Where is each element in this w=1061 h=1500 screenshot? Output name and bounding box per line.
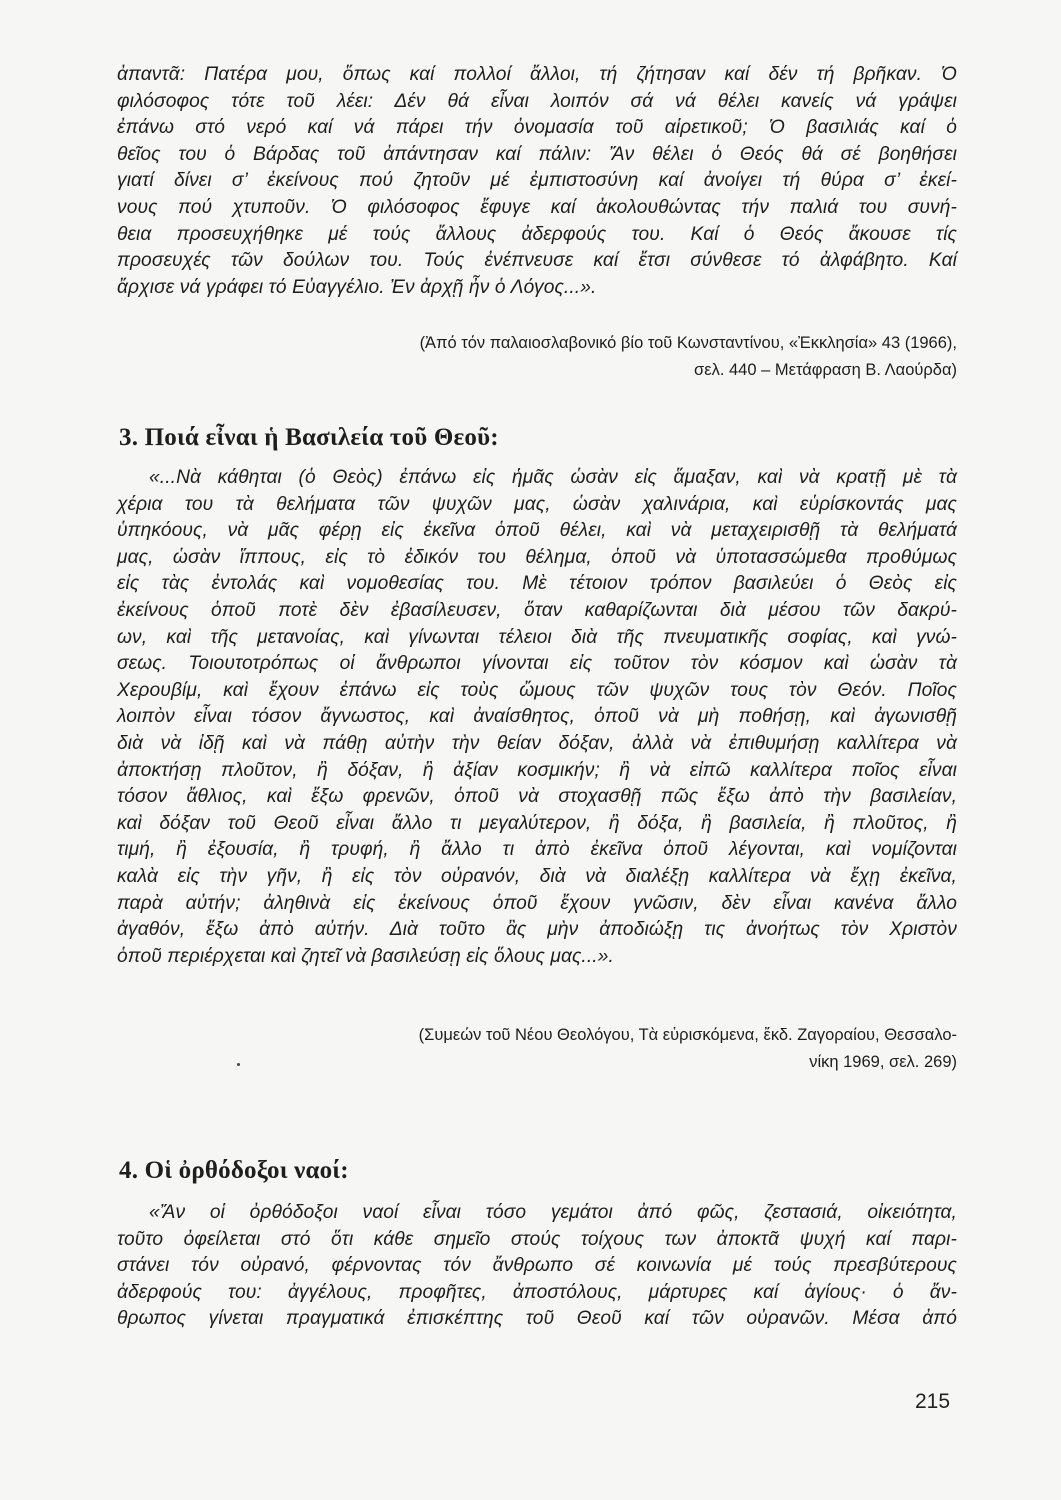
- text-line: νους πού χτυποῦν. Ὁ φιλόσοφος ἔφυγε καί ἀκολουθώντας τήν παλιά του συνή-: [117, 196, 957, 218]
- text-line: εἰς τὰς ἐντολάς καὶ νομοθεσίας του. Μὲ τέτοιον τρόπον βασιλεύει ὁ Θεὸς εἰς: [117, 573, 957, 595]
- text-line: θρωπος γίνεται πραγματικά ἐπισκέπτης τοῦ Θεοῦ καί τῶν οὐρανῶν. Μέσα ἀπό: [117, 1308, 957, 1330]
- text-line: στάνει τόν οὐρανό, φέρνοντας τόν ἄνθρωπο σέ κοινωνία μέ τούς πρεσβύτερους: [117, 1255, 957, 1277]
- text-line: φιλόσοφος τότε τοῦ λέει: Δέν θά εἶναι λοιπόν σά νά θέλει κανείς νά γράψει: [117, 90, 957, 112]
- text-line: γιατί δίνει σ’ ἐκείνους πού ζητοῦν μέ ἐμπιστοσύνη καί ἀνοίγει τή θύρα σ’ ἐκεί-: [117, 170, 957, 192]
- section4-quote: [117, 1200, 957, 1333]
- text-line: ἀποκτήσῃ πλοῦτον, ἢ δόξαν, ἢ ἀξίαν κοσμικήν; ἢ νὰ εἰπῶ καλλίτερα ποῖος εἶναι: [117, 759, 957, 781]
- text-line: ἀδερφούς του: ἀγγέλους, προφῆτες, ἀποστόλους, μάρτυρες καί ἁγίους· ὁ ἄν-: [117, 1281, 957, 1303]
- text-line: «...Νὰ κάθηται (ὁ Θεὸς) ἐπάνω εἰς ἡμᾶς ὡσὰν εἰς ἅμαξαν, καὶ νὰ κρατῇ μὲ τὰ: [149, 467, 957, 488]
- citation-line: σελ. 440 – Μετάφραση Β. Λαούρδα): [694, 360, 957, 379]
- section3-source-citation: [117, 1022, 957, 1075]
- section4-heading: 4. Οἱ ὀρθόδοξοι ναοί:: [119, 1157, 349, 1184]
- speck-mark: [237, 1063, 240, 1066]
- text-line: θεῖος του ὁ Βάρδας τοῦ ἀπάντησαν καί πάλιν: Ἄν θέλει ὁ Θεός θά σέ βοηθήσει: [117, 143, 957, 165]
- text-line: καὶ δόξαν τοῦ Θεοῦ εἶναι ἄλλο τι μεγαλύτερον, ἢ δόξα, ἢ βασιλεία, ἢ πλοῦτος, ἢ: [117, 812, 957, 834]
- citation-line: (Συμεών τοῦ Νέου Θεολόγου, Τὰ εὑρισκόμενα, ἔκδ. Ζαγοραίου, Θεσσαλο-: [418, 1026, 957, 1044]
- text-line: τόσον ἄθλιος, καὶ ἔξω φρενῶν, ὁποῦ νὰ στοχασθῇ πῶς ἔξω ἀπὸ τὴν βασιλείαν,: [117, 786, 957, 808]
- text-line: προσευχές τῶν δούλων του. Τούς ἐνέπνευσε καί ἔτσι σύνθεσε τό ἀλφάβητο. Καί: [117, 250, 957, 272]
- text-line: ἄρχισε νά γράφει τό Εὐαγγέλιο. Ἐν ἀρχῇ ἦν ὁ Λόγος...».: [117, 276, 597, 298]
- section3-quote: [117, 465, 957, 970]
- text-line: καλὰ εἰς τὴν γῆν, ἢ εἰς τὸν οὐρανόν, διὰ νὰ διαλέξῃ καλλίτερα νὰ ἔχῃ ἐκεῖνα,: [117, 865, 957, 887]
- text-line: χέρια του τὰ θελήματα τῶν ψυχῶν μας, ὡσὰν χαλινάρια, καὶ εὑρίσκοντάς μας: [117, 493, 957, 515]
- text-line: ἐπάνω στό νερό καί νά πάρει τήν ὀνομασία τοῦ αἱρετικοῦ; Ὁ βασιλιάς καί ὁ: [117, 117, 957, 139]
- text-line: παρὰ αὐτήν; ἀληθινὰ εἰς ἐκείνους ὁποῦ ἔχουν γνῶσιν, δὲν εἶναι κανένα ἄλλο: [117, 892, 957, 914]
- section2-quote-continuation: [117, 62, 957, 301]
- text-line: ἀπαντᾶ: Πατέρα μου, ὅπως καί πολλοί ἄλλοι, τή ζήτησαν καί δέν τή βρῆκαν. Ὁ: [117, 64, 957, 85]
- text-line: ων, καὶ τῆς μετανοίας, καὶ γίνωνται τέλειοι διὰ τῆς πνευματικῆς σοφίας, καὶ γνώ-: [117, 626, 957, 648]
- text-line: σεως. Τοιουτοτρόπως οἱ ἄνθρωποι γίνονται εἰς τοῦτον τὸν κόσμον καὶ ὡσὰν τὰ: [117, 653, 957, 675]
- text-line: ὑπηκόους, νὰ μᾶς φέρῃ εἰς ἐκεῖνα ὁποῦ θέλει, καὶ νὰ μεταχειρισθῇ τὰ θελήματά: [117, 520, 957, 542]
- page-number: 215: [915, 1390, 951, 1413]
- section3-heading: 3. Ποιά εἶναι ἡ Βασιλεία τοῦ Θεοῦ:: [119, 424, 499, 451]
- text-line: θεια προσευχήθηκε μέ τούς ἄλλους ἀδερφούς του. Καί ὁ Θεός ἄκουσε τίς: [117, 223, 957, 245]
- text-line: τοῦτο ὀφείλεται στό ὅτι κάθε σημεῖο στούς τοίχους των ἀποκτᾶ ψυχή καί παρι-: [117, 1228, 957, 1250]
- text-line: τιμή, ἢ ἐξουσία, ἢ τρυφή, ἢ ἄλλο τι ἀπὸ ἐκεῖνα ὁποῦ λέγονται, καὶ νομίζονται: [117, 839, 957, 861]
- text-line: Χερουβίμ, καὶ ἔχουν ἐπάνω εἰς τοὺς ὤμους τῶν ψυχῶν τους τὸν Θεόν. Ποῖος: [117, 679, 957, 701]
- text-line: «Ἄν οἱ ὀρθόδοξοι ναοί εἶναι τόσο γεμάτοι ἀπό φῶς, ζεστασιά, οἰκειότητα,: [149, 1202, 957, 1223]
- text-line: μας, ὡσὰν ἵππους, εἰς τὸ ἐδικόν του θέλημα, ὁποῦ νὰ ὑποτασσώμεθα προθύμως: [117, 546, 957, 568]
- text-line: ἐκείνους ὁποῦ ποτὲ δὲν ἐβασίλευσεν, ὅταν καθαρίζωνται διὰ μέσου τῶν δακρύ-: [117, 599, 957, 621]
- text-line: ἀγαθόν, ἔξω ἀπὸ αὐτήν. Διὰ τοῦτο ἂς μὴν ἀποδιώξῃ τις ἀνοήτως τὸν Χριστὸν: [117, 919, 957, 941]
- text-line: ὁποῦ περιέρχεται καὶ ζητεῖ νὰ βασιλεύσῃ εἰς ὅλους μας...».: [117, 945, 614, 967]
- text-line: διὰ νὰ ἰδῇ καὶ νὰ πάθῃ αὐτὴν τὴν θείαν δόξαν, ἀλλὰ νὰ ἐπιθυμήσῃ καλλίτερα νὰ: [117, 732, 957, 754]
- citation-line: νίκη 1969, σελ. 269): [809, 1052, 957, 1071]
- section2-source-citation: [117, 330, 957, 383]
- citation-line: (Ἀπό τόν παλαιοσλαβονικό βίο τοῦ Κωνσταντίνου, «Ἐκκλησία» 43 (1966),: [419, 334, 957, 352]
- text-line: λοιπὸν εἶναι τόσον ἄγνωστος, καὶ ἀναίσθητος, ὁποῦ νὰ μὴ ποθήσῃ, καὶ ἀγωνισθῇ: [117, 706, 957, 728]
